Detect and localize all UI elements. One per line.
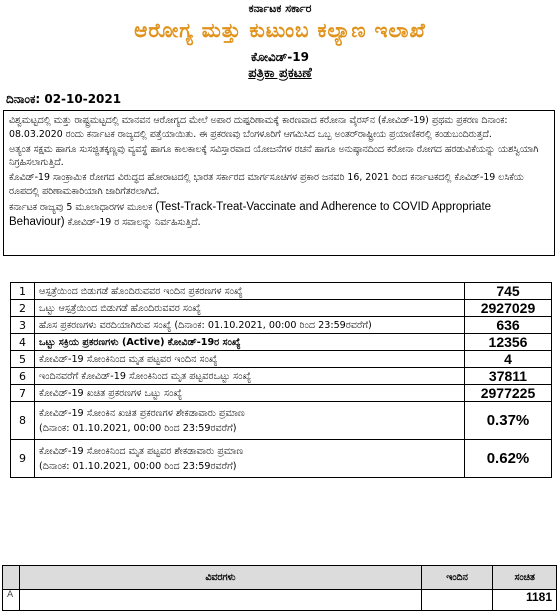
notice-paragraph-1: ವಿಶ್ವಮಟ್ಟದಲ್ಲಿ ಮತ್ತು ರಾಷ್ಟ್ರಮಟ್ಟದಲ್ಲಿ ಮಾನವನ ಆರೋಗ್ಯದ ಮೇಲೆ ಅಪಾರ ದುಷ್ಪರಿಣಾಮಕ್ಕೆ ಕಾರಣವಾದ ಕರೋನಾ ವೈರಸ್‌ನ (ಕೋವಿಡ್-19) ಪ್ರಥಮ ಪ್ರಕರಣ ದಿನಾಂಕ: 08.03.2020 ರಂದು ಕರ್ನಾಟಕ ರಾಜ್ಯದಲ್ಲಿ ಪತ್ತೆಯಾಯಿತು. ಈ ಪ್ರಕರಣವು ಬೆಂಗಳೂರಿಗೆ ಆಗಮಿಸಿದ ಒಬ್ಬ ಅಂತರ್‌ರಾಷ್ಟ್ರೀಯ ಪ್ರಯಾಣಿಕರಲ್ಲಿ ಕಂಡುಬಂದಿರುತ್ತದೆ.: [9, 115, 508, 140]
notice-paragraph-4: ಕರ್ನಾಟಕ ರಾಜ್ಯವು 5 ಮೂಲಾಧಾರಗಳ ಮೂಲಕ (Test-Track-Treat-Vaccinate and Adherence to COVID Appropriate Behaviour) ಕೋವಿಡ್-19 ರ ಸವಾಲನ್ನು ನಿರ್ವಹಿಸುತ್ತಿದೆ.: [9, 200, 492, 228]
table-row: [3, 590, 557, 611]
row-description: ಇಂದಿನವರೆಗೆ ಕೋವಿಡ್-19 ಸೋಂಕಿನಿಂದ ಮೃತ ಪಟ್ಟವರಒಟ್ಟು ಸಂಖ್ಯೆ: [35, 368, 465, 385]
row-value: 0.62%: [465, 440, 552, 478]
column-header: [3, 566, 20, 590]
table-row: [11, 440, 552, 478]
row-value: 2977225: [465, 385, 552, 402]
row-description: ಒಟ್ಟು ಸಕ್ರಿಯ ಪ್ರಕರಣಗಳು (Active) ಕೋವಿಡ್-19ರ ಸಂಖ್ಯೆ: [35, 334, 465, 351]
row-value: 0.37%: [465, 402, 552, 440]
row-description: ಕೋವಿಡ್-19 ಸೋಂಕಿನಿಂದ ಮೃತ ಪಟ್ಟವರ ಇಂದಿನ ಸಂಖ್ಯೆ: [35, 351, 465, 368]
intro-notice-box: [3, 110, 555, 256]
row-value: 2927029: [465, 300, 552, 317]
notice-paragraph-2: ಅತ್ಯಂತ ಸಕ್ಷಮ ಹಾಗೂ ಸುಸಜ್ಜಿತಕ್ಕಣ್ಣವು ವ್ಯವಸ್ಥೆ ಹಾಗೂ ಕಾಲಕಾಲಕ್ಕೆ ಸವಿಸ್ತಾರವಾದ ಯೋಜನೆಗಳ ರಚನೆ ಹಾಗೂ ಅನುಷ್ಠಾನದಿಂದ ಕರೋನಾ ರೋಗದ ಹರಡುವಿಕೆಯನ್ನು ಯಶಸ್ವಿಯಾಗಿ ನಿಗ್ರಹಿಸಲಾಗುತ್ತಿದೆ.: [9, 143, 539, 169]
row-value: 37811: [465, 368, 552, 385]
row-description: ಹೊಸ ಪ್ರಕರಣಗಳು ವರದಿಯಾಗಿರುವ ಸಂಖ್ಯೆ (ದಿನಾಂಕ: 01.10.2021, 00:00 ರಿಂದ 23:59ರವರೆಗೆ): [35, 317, 465, 334]
table-row: [11, 385, 552, 402]
column-header: ವಿವರಗಳು: [20, 566, 422, 590]
row-value: 745: [465, 283, 552, 300]
table-row: [11, 334, 552, 351]
row-description: ಕೋವಿಡ್-19 ಖಚಿತ ಪ್ರಕರಣಗಳ ಒಟ್ಟು ಸಂಖ್ಯೆ: [35, 385, 465, 402]
press-release-heading: ಪತ್ರಿಕಾ ಪ್ರಕಟಣೆ: [248, 66, 312, 81]
row-number: 9: [11, 440, 35, 478]
row-number: 4: [11, 334, 35, 351]
table-row: [11, 402, 552, 440]
column-header: ಸಂಚಿತ: [493, 566, 557, 590]
row-number: 7: [11, 385, 35, 402]
table-row: [11, 368, 552, 385]
row-value: 12356: [465, 334, 552, 351]
row-cumulative: 1181: [493, 590, 557, 611]
row-description: [20, 590, 422, 611]
department-title: ಆರೋಗ್ಯ ಮತ್ತು ಕುಟುಂಬ ಕಲ್ಯಾಣ ಇಲಾಖೆ: [134, 18, 426, 42]
release-date: ದಿನಾಂಕ: 02-10-2021: [6, 92, 122, 106]
row-number: 1: [11, 283, 35, 300]
table-header-row: [3, 566, 557, 590]
notice-paragraph-3: ಕೊವಿಡ್-19 ಸಾಂಕ್ರಾಮಿಕ ರೋಗದ ವಿರುದ್ಧದ ಹೋರಾಟದಲ್ಲಿ ಭಾರತ ಸರ್ಕಾರದ ಮಾರ್ಗಸೂಚಿಗಳ ಪ್ರಕಾರ ಜನವರಿ 16, 2021 ರಿಂದ ಕರ್ನಾಟಕದಲ್ಲಿ ಕೊವಿಡ್-19 ಲಸಿಕೆಯ ರೂಪದಲ್ಲಿ ಪರಿಣಾಮಕಾರಿಯಾಗಿ ಜಾರಿಗೆತರಲಾಗಿದೆ.: [9, 172, 524, 197]
govt-label: ಕರ್ನಾಟಕ ಸರ್ಕಾರ: [248, 2, 312, 15]
row-description: ಒಟ್ಟು ಆಸ್ಪತ್ರೆಯಿಂದ ಬಿಡುಗಡೆ ಹೊಂದಿರುವವರ ಸಂಖ್ಯೆ: [35, 300, 465, 317]
table-row: [11, 351, 552, 368]
row-description: ಕೋವಿಡ್-19 ಸೋಂಕಿನಿಂದ ಮೃತ ಪಟ್ಟವರ ಶೇಕಡಾವಾರು ಪ್ರಮಾಣ (ದಿನಾಂಕ: 01.10.2021, 00:00 ರಿಂದ 23:59ರವರೆಗೆ): [35, 440, 465, 478]
row-number: 6: [11, 368, 35, 385]
row-number: A: [3, 590, 20, 611]
row-description: ಕೋವಿಡ್-19 ಸೋಂಕಿನ ಖಚಿತ ಪ್ರಕರಣಗಳ ಶೇಕಡಾವಾರು ಪ್ರಮಾಣ (ದಿನಾಂಕ: 01.10.2021, 00:00 ರಿಂದ 23:59ರವರೆಗೆ): [35, 402, 465, 440]
row-number: 8: [11, 402, 35, 440]
details-table: [2, 565, 557, 611]
row-value: 636: [465, 317, 552, 334]
topic-heading: ಕೋವಿಡ್-19: [251, 50, 309, 64]
row-number: 5: [11, 351, 35, 368]
table-row: [11, 283, 552, 300]
row-value: 4: [465, 351, 552, 368]
row-today: [421, 590, 493, 611]
table-row: [11, 317, 552, 334]
covid-stats-table: [10, 282, 552, 478]
row-number: 3: [11, 317, 35, 334]
row-number: 2: [11, 300, 35, 317]
column-header: ಇಂದಿನ: [421, 566, 493, 590]
row-description: ಆಸ್ಪತ್ರೆಯಿಂದ ಬಿಡುಗಡೆ ಹೊಂದಿರುವವರ ಇಂದಿನ ಪ್ರಕರಣಗಳ ಸಂಖ್ಯೆ: [35, 283, 465, 300]
table-row: [11, 300, 552, 317]
